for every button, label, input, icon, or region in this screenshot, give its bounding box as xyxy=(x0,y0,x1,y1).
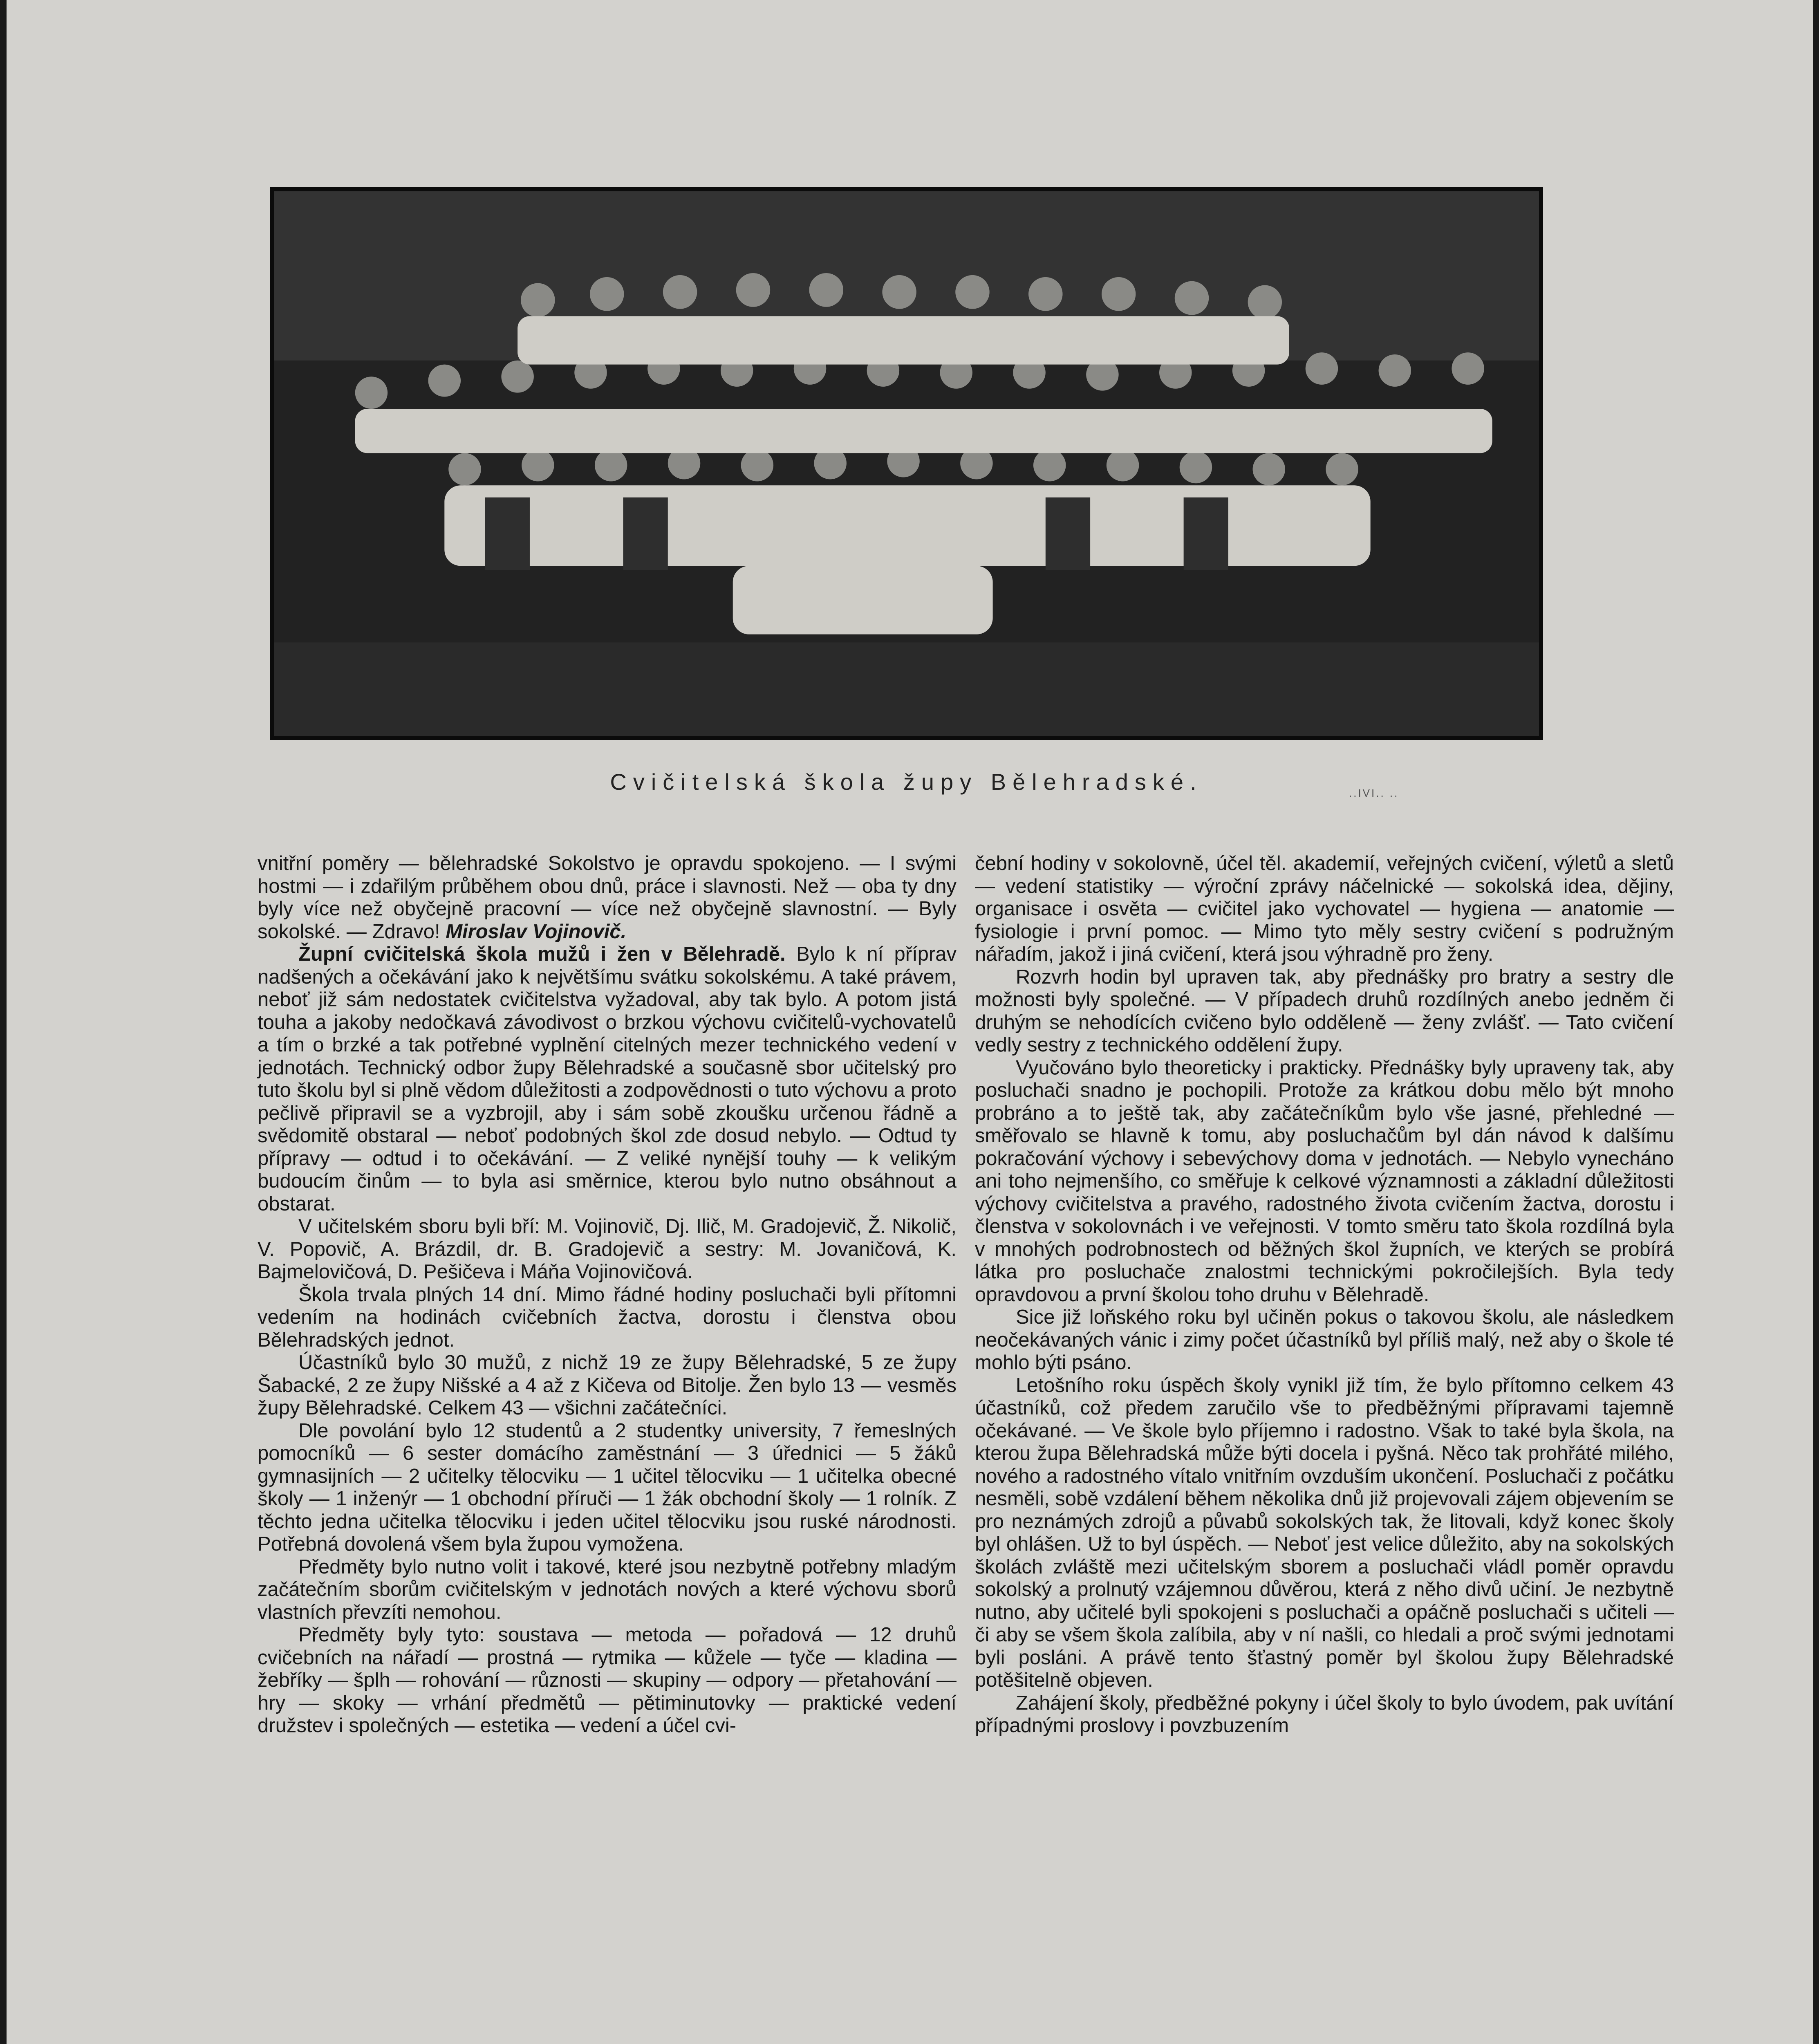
paragraph: Předměty bylo nutno volit i takové, které jsou nezbytně potřebny mladým začátečním sborům cvičitelským v jednotách nových a které výchovu sborů vlastních převzíti nemohou. xyxy=(258,1555,957,1623)
paragraph xyxy=(258,852,957,943)
paragraph: Zahájení školy, předběžné pokyny i účel školy to bylo úvodem, pak uvítání případnými proslovy i povzbuzením xyxy=(975,1692,1674,1737)
paragraph: Předměty byly tyto: soustava — metoda — pořadová — 12 druhů cvičebních na nářadí — prostná — rytmika — kůžele — tyče — kladina — žebříky — šplh — rohování — různosti — skupiny — odpory — přetahování — hry — skoky — vrhání předmětů — pětiminutovky — praktické vedení družstev i společných — estetika — vedení a účel cvi- xyxy=(258,1624,957,1737)
scan-border-right xyxy=(1813,0,1819,2044)
signature: Miroslav Vojinovič. xyxy=(446,920,627,943)
text-column-right xyxy=(975,852,1674,1737)
paragraph xyxy=(258,943,957,1215)
paragraph: Dle povolání bylo 12 studentů a 2 studentky university, 7 řemeslných pomocníků — 6 sester domácího zaměstnání — 3 úřednici — 5 žáků gymnasijních — 2 učitelky tělocviku — 1 učitel tělocviku — 1 učitelka obecné školy — 1 inženýr — 1 obchodní příruči — 1 žák obchodní školy — 1 rolník. Z těchto jedna učitelka tělocviku i jeden učitel tělocviku jsou ruské národnosti. Potřebná dovolená všem byla župou vymožena. xyxy=(258,1419,957,1555)
section-heading: Župní cvičitelská škola mužů i žen v Bělehradě. xyxy=(298,943,786,965)
paragraph-text: vnitřní poměry — bělehradské Sokolstvo je opravdu spokojeno. — I svými hostmi — i zdařilým průběhem obou dnů, práce i slavnosti. Než — oba ty dny byly více než obyčejně pracovní — více než obyčejně slavnostní. — Byly sokolské. — Zdravo! xyxy=(258,852,957,943)
text-column-left xyxy=(258,852,957,1737)
stamp-mark: ..IVI.. .. xyxy=(1349,787,1399,799)
group-photo-icon xyxy=(274,191,1539,736)
paragraph-text: Bylo k ní příprav nadšených a očekávání jako k největšímu svátku sokolskému. A také právem, neboť již sám nedostatek cvičitelstva vyžadoval, aby tak bylo. A potom jistá touha a jakoby nedočkavá závodivost o brzkou výchovu cvičitelů-vychovatelů a tím o brzké a tak potřebné vyplnění citelných mezer technického vedení v jednotách. Technický odbor župy Bělehradské a současně sbor učitelský pro tuto školu byl si plně vědom důležitosti a zodpovědnosti o tuto výchovu a proto pečlivě připravil se a vyzbrojil, aby i sám sobě zkoušku určenou řádně a svědomitě obstaral — neboť podobných škol zde dosud nebylo. — Odtud ty přípravy — odtud i to očekávání. — Z veliké nynější touhy — k velikým budoucím činům — to byla asi směrnice, kterou bylo nutno obsáhnout a obstarat. xyxy=(258,943,957,1215)
scan-border-left xyxy=(0,0,7,2044)
photo-caption: Cvičitelská škola župy Bělehradské. xyxy=(610,769,1203,795)
paragraph: V učitelském sboru byli bří: M. Vojinovič, Dj. Ilič, M. Gradojevič, Ž. Nikolič, V. Popovič, A. Brázdil, dr. B. Gradojevič a sestry: M. Jovaničová, K. Bajmelovičová, D. Pešičeva i Máňa Vojinovičová. xyxy=(258,1215,957,1283)
paragraph: čební hodiny v sokolovně, účel těl. akademií, veřejných cvičení, výletů a sletů — vedení statistiky — výroční zprávy náčelnické — sokolská idea, dějiny, organisace i osvěta — cvičitel jako vychovatel — hygiena — anatomie — fysiologie i první pomoc. — Mimo tyto měly sestry cvičení s podružným nářadím, jakož i jiná cvičení, která jsou výhradně pro ženy. xyxy=(975,852,1674,965)
paragraph: Letošního roku úspěch školy vynikl již tím, že bylo přítomno celkem 43 účastníků, což předem zaručilo vše to předběžnými přípravami tajemně očekávané. — Ve škole bylo příjemno i radostno. Však to také byla škola, na kterou župa Bělehradská může býti docela i pyšná. Něco tak prohřáté milého, nového a radostného vítalo vnitřním ovzduším ukončení. Posluchači z počátku nesměli, sobě vzdálení během několika dnů již projevovali zájem objevením se pro neznámých zdrojů a půvabů sokolských tak, že litovali, když konec školy byl ohlášen. Už to byl úspěch. — Neboť jest velice důležito, aby na sokolských školách zvláště mezi učitelským sborem a posluchači vládl poměr opravdu sokolský a prolnutý vzájemnou důvěrou, která z něho divů učiní. Je nezbytně nutno, aby učitelé byli spokojeni s posluchači a opáčně posluchači s učiteli — či aby se všem škola zalíbila, aby v ní našli, co hledali a proč svými jednotami byli posláni. A právě tento šťastný poměr byl školou župy Bělehradské potěšitelně objeven. xyxy=(975,1374,1674,1691)
paragraph: Sice již loňského roku byl učiněn pokus o takovou školu, ale následkem neočekávaných vánic i zimy počet účastníků byl příliš malý, než aby o škole té mohlo býti psáno. xyxy=(975,1306,1674,1374)
paragraph: Účastníků bylo 30 mužů, z nichž 19 ze župy Bělehradské, 5 ze župy Šabacké, 2 ze župy Nišské a 4 až z Kičeva od Bitolje. Žen bylo 13 — vesměs župy Bělehradské. Celkem 43 — všichni začátečníci. xyxy=(258,1351,957,1419)
paragraph: Škola trvala plných 14 dní. Mimo řádné hodiny posluchači byli přítomni vedením na hodinách cvičebních žactva, dorostu i členstva obou Bělehradských jednot. xyxy=(258,1283,957,1351)
group-photo xyxy=(270,187,1543,740)
paragraph: Vyučováno bylo theoreticky i prakticky. Přednášky byly upraveny tak, aby posluchači snadno je pochopili. Protože za krátkou dobu mělo být mnoho probráno a to ještě tak, aby začátečníkům bylo vše jasné, přehledné — směřovalo se hlavně k tomu, aby posluchačům byl dán návod k dalšímu pokračování výchovy i sebevýchovy doma v jednotách. — Nebylo vynecháno ani toho nejmenšího, co směřuje k celkové významnosti a základní důležitosti výchovy cvičitelstva a pravého, radostného života cvičením žactva, dorostu i členstva v sokolovnách i ve veřejnosti. V tomto směru tato škola rozdílná byla v mnohých podrobnostech od běžných škol župních, ve kterých se probírá látka pro posluchače znalostmi technickými pokročilejších. Byla tedy opravdovou a první školou toho druhu v Bělehradě. xyxy=(975,1056,1674,1306)
paragraph: Rozvrh hodin byl upraven tak, aby přednášky pro bratry a sestry dle možnosti byly společné. — V případech druhů rozdílných anebo jedněm či druhým se nehodících cvičeno bylo odděleně — ženy zvlášť. — Tato cvičení vedly sestry z technického oddělení župy. xyxy=(975,966,1674,1056)
